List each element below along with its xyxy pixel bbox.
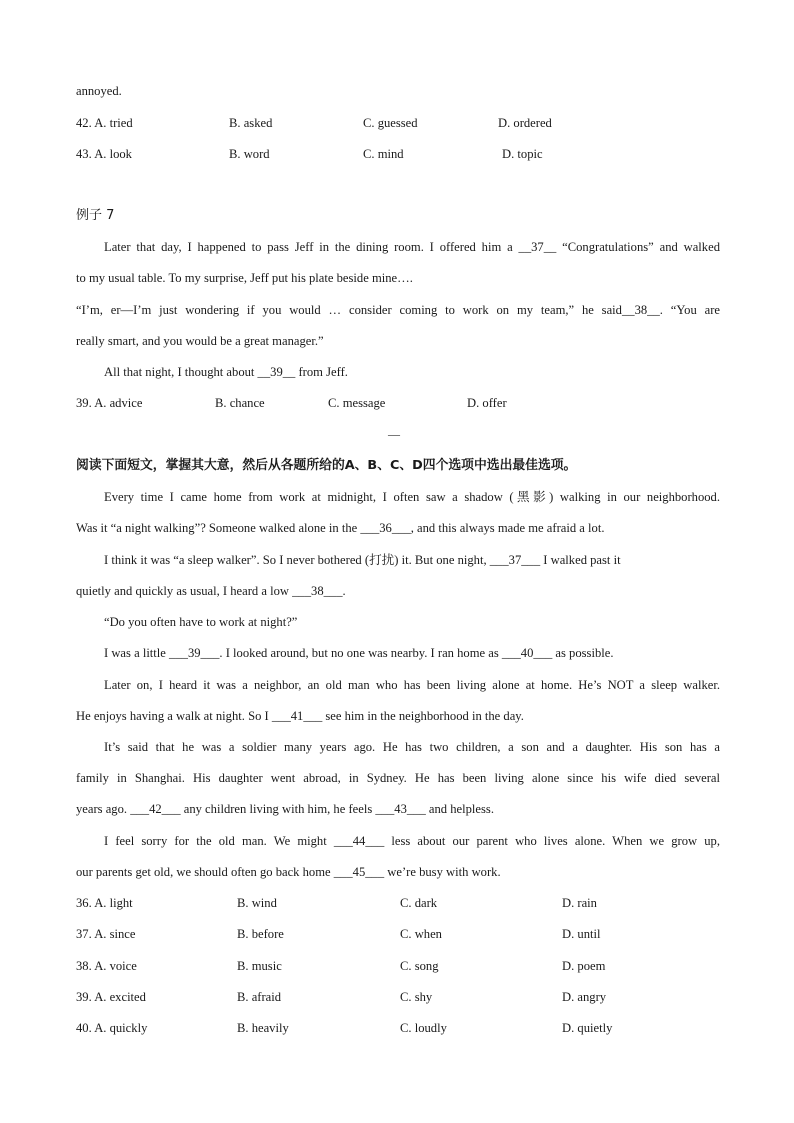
continued-text: annoyed.	[76, 84, 122, 98]
passage-instruction: 阅读下面短文，掌握其大意，然后从各题所给的A、B、C、D四个选项中选出最佳选项。	[76, 458, 577, 473]
example-line-3: “I’m, er—I’m just wondering if you would … consider coming to work on my team,” he said__38__. “You are	[76, 303, 720, 317]
option-a: 42. A. tried	[76, 116, 133, 130]
passage-line-7: Later on, I heard it was a neighbor, an old man who has been living alone at home. He’s NOT a sleep walker.	[104, 678, 720, 692]
passage-line-5: “Do you often have to work at night?”	[104, 615, 298, 629]
option-a: 43. A. look	[76, 147, 132, 161]
example-title: 例子 7	[76, 208, 115, 223]
passage-line-8: He enjoys having a walk at night. So I ___41___ see him in the neighborhood in the day.	[76, 709, 524, 723]
example-line-1: Later that day, I happened to pass Jeff in the dining room. I offered him a __37__ “Congratulations” and walked	[104, 240, 720, 254]
option-d: D. angry	[562, 990, 607, 1004]
passage-line-10: family in Shanghai. His daughter went abroad, in Sydney. He has been living alone since his wife died several	[76, 771, 720, 785]
option-a: 39. A. excited	[76, 990, 146, 1004]
option-b: B. heavily	[237, 1021, 289, 1035]
option-a: 36. A. light	[76, 896, 133, 910]
option-c: C. dark	[400, 896, 438, 910]
option-b: B. afraid	[237, 990, 282, 1004]
separator-dash: —	[388, 427, 400, 441]
example-line-5: All that night, I thought about __39__ from Jeff.	[104, 365, 348, 379]
example-line-4: really smart, and you would be a great manager.”	[76, 334, 324, 348]
option-b: B. word	[229, 147, 270, 161]
option-b: B. asked	[229, 116, 273, 130]
passage-line-9: It’s said that he was a soldier many years ago. He has two children, a son and a daughter. His son has a	[104, 740, 720, 754]
option-b: B. before	[237, 927, 284, 941]
passage-line-12: I feel sorry for the old man. We might ___44___ less about our parent who lives alone. When we grow up,	[104, 834, 720, 848]
option-d: D. offer	[467, 396, 507, 410]
option-c: C. when	[400, 927, 442, 941]
example-line-2: to my usual table. To my surprise, Jeff put his plate beside mine….	[76, 271, 413, 285]
passage-line-11: years ago. ___42___ any children living with him, he feels ___43___ and helpless.	[76, 802, 494, 816]
option-c: C. loudly	[400, 1021, 447, 1035]
passage-line-1: Every time I came home from work at midnight, I often saw a shadow (黑影) walking in our neighborhood.	[104, 490, 720, 504]
passage-line-13: our parents get old, we should often go back home ___45___ we’re busy with work.	[76, 865, 501, 879]
option-c: C. mind	[363, 147, 404, 161]
option-b: B. chance	[215, 396, 265, 410]
option-d: D. poem	[562, 959, 606, 973]
passage-line-4: quietly and quickly as usual, I heard a low ___38___.	[76, 584, 346, 598]
option-b: B. wind	[237, 896, 277, 910]
option-d: D. quietly	[562, 1021, 613, 1035]
option-d: D. rain	[562, 896, 597, 910]
option-d: D. until	[562, 927, 601, 941]
option-d: D. ordered	[498, 116, 552, 130]
option-a: 40. A. quickly	[76, 1021, 148, 1035]
passage-line-3: I think it was “a sleep walker”. So I never bothered (打扰) it. But one night, ___37___ I walked past it	[104, 553, 621, 567]
option-c: C. song	[400, 959, 439, 973]
option-c: C. guessed	[363, 116, 418, 130]
option-d: D. topic	[502, 147, 543, 161]
option-c: C. message	[328, 396, 386, 410]
option-a: 39. A. advice	[76, 396, 143, 410]
option-b: B. music	[237, 959, 282, 973]
passage-line-6: I was a little ___39___. I looked around, but no one was nearby. I ran home as ___40___ as possible.	[104, 646, 614, 660]
option-a: 38. A. voice	[76, 959, 137, 973]
option-a: 37. A. since	[76, 927, 136, 941]
option-c: C. shy	[400, 990, 433, 1004]
passage-line-2: Was it “a night walking”? Someone walked alone in the ___36___, and this always made me afraid a lot.	[76, 521, 605, 535]
